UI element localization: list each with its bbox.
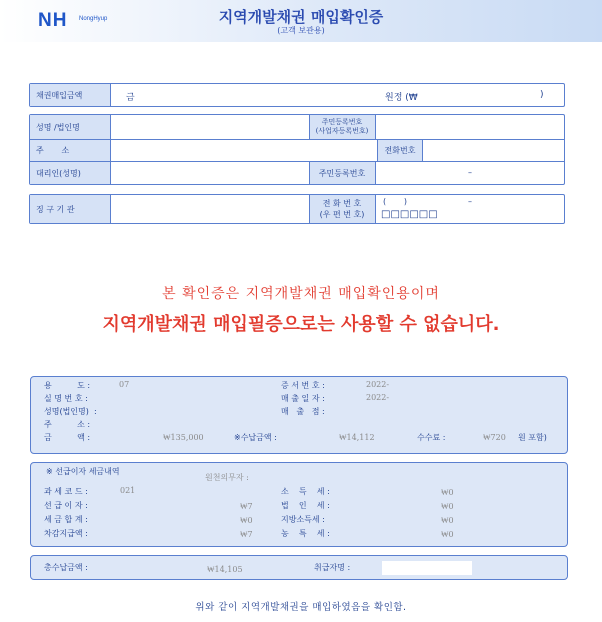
document-title: 지역개발채권 매입확인증 <box>218 8 384 26</box>
total-label: 총수납금액 : <box>44 563 88 572</box>
agent-label: 대리인(성명) <box>30 162 110 184</box>
phone-label: 전화번호 <box>378 140 422 161</box>
tax-code-value: 021 <box>120 486 136 495</box>
document-subtitle: (고객 보관용) <box>277 26 325 35</box>
income-tax-label: 소 득 세 : <box>281 487 330 496</box>
name-label-s1: 성명(법인명) : <box>44 407 97 416</box>
bond-amount-prefix: 금 <box>126 93 135 103</box>
divider <box>375 195 376 223</box>
handler-label: 취급자명 : <box>314 563 351 572</box>
amount-value: ₩135,000 <box>163 433 204 442</box>
sale-date-label: 매 출 일 자 : <box>281 394 325 403</box>
tax-heading: ※ 선급이자 세금내역 <box>46 467 120 476</box>
local-tax-label: 지방소득세 : <box>281 515 325 524</box>
local-tax-value: ₩0 <box>441 516 454 525</box>
corp-tax-label: 법 인 세 : <box>281 501 330 510</box>
withholding-label: 원천의무자 : <box>205 473 249 482</box>
income-tax-value: ₩0 <box>441 488 454 497</box>
business-no-label-text: (사업자등록번호) <box>315 127 369 135</box>
payment-label: ※수납금액 : <box>234 433 277 442</box>
sale-branch-label: 매 출 점 : <box>281 407 325 416</box>
collector-phone-label: 전 화 번 호 <box>322 199 362 208</box>
realname-label: 실 명 번 호 : <box>44 394 88 403</box>
handler-redacted <box>382 561 472 575</box>
divider <box>110 115 111 184</box>
divider <box>110 84 111 106</box>
resident-no-label-text: 주민등록번호 <box>321 118 363 126</box>
divider <box>377 140 378 161</box>
collector-phone-zip-label <box>309 195 375 223</box>
fee-label: 수수료 : <box>417 433 446 442</box>
net-payment-value: ₩7 <box>240 530 253 539</box>
tax-total-label: 세 금 합 계 : <box>44 515 88 524</box>
cert-no-value: 2022- <box>366 380 390 389</box>
divider <box>110 195 111 223</box>
divider <box>30 139 564 140</box>
cert-no-label: 증 서 번 호 : <box>281 381 325 390</box>
collector-zip-label: (우 편 번 호) <box>319 210 365 219</box>
total-box <box>30 555 568 580</box>
prepaid-interest-label: 선 급 이 자 : <box>44 501 88 510</box>
divider <box>30 161 564 162</box>
net-payment-label: 차감지급액 : <box>44 529 88 538</box>
confirmation-statement: 위와 같이 지역개발채권을 매입하였음을 확인함. <box>195 602 407 613</box>
bond-amount-close: ) <box>540 90 544 100</box>
tax-total-value: ₩0 <box>240 516 253 525</box>
warning-line-1: 본 확인증은 지역개발채권 매입확인용이며 <box>162 286 440 302</box>
tax-code-label: 과 세 코 드 : <box>44 487 88 496</box>
divider <box>375 162 376 184</box>
total-value: ₩14,105 <box>207 565 243 574</box>
collector-phone-dash: – <box>468 197 472 206</box>
divider <box>309 195 310 223</box>
collector-label: 징 구 기 관 <box>30 195 110 223</box>
purpose-label: 용 도 : <box>44 381 91 390</box>
warning-line-2: 지역개발채권 매입필증으로는 사용할 수 없습니다. <box>102 314 500 335</box>
purpose-value: 07 <box>119 380 130 389</box>
divider <box>309 162 310 184</box>
bond-amount-suffix: 원정 (₩ <box>385 93 418 103</box>
name-label: 성명 /법인명 <box>30 115 110 139</box>
collector-phone-value: ( ) <box>383 197 408 206</box>
farm-tax-value: ₩0 <box>441 530 454 539</box>
address-label-s1: 주 소 : <box>44 420 91 429</box>
amount-label: 금 액 : <box>44 433 91 442</box>
farm-tax-label: 농 특 세 : <box>281 529 330 538</box>
divider <box>422 140 423 161</box>
corp-tax-value: ₩0 <box>441 502 454 511</box>
resident-no-label <box>309 115 375 139</box>
prepaid-interest-value: ₩7 <box>240 502 253 511</box>
agent-resident-dash: – <box>468 168 472 177</box>
bond-amount-label: 채권매입금액 <box>30 84 110 106</box>
address-label: 주 소 <box>30 140 110 161</box>
agent-resident-label: 주민등록번호 <box>309 162 375 184</box>
divider <box>375 115 376 139</box>
fee-suffix: 원 포함) <box>518 433 547 442</box>
fee-value: ₩720 <box>483 433 506 442</box>
divider <box>309 115 310 139</box>
nh-logo: NH <box>38 10 68 31</box>
sale-date-value: 2022- <box>366 393 390 402</box>
nh-logo-subtext: NongHyup <box>79 16 108 22</box>
collector-zip-boxes: □□□□□□ <box>381 209 438 220</box>
payment-value: ₩14,112 <box>339 433 375 442</box>
